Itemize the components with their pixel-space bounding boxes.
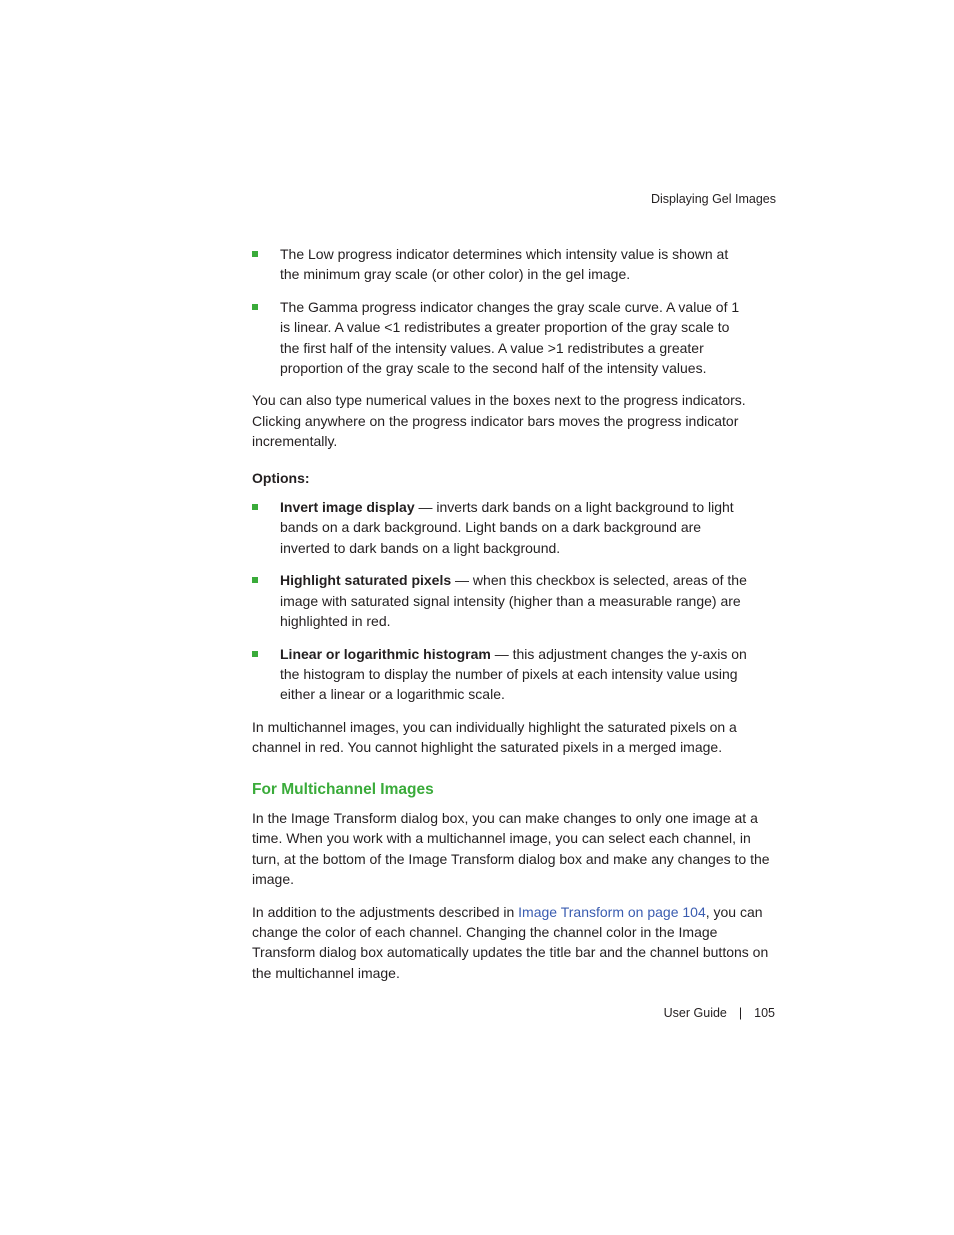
list-item-text	[280, 644, 750, 705]
list-item	[252, 244, 776, 285]
option-term: Linear or logarithmic histogram	[280, 645, 491, 662]
list-item	[252, 570, 776, 631]
bullet-list-top	[252, 244, 776, 378]
list-item	[252, 644, 776, 705]
option-description: — inverts dark bands on a light background to light bands on a dark background. Light bands on a dark background are inverted to dark bands on a light background.	[280, 499, 734, 556]
footer-label: User Guide	[663, 1006, 727, 1020]
list-item	[252, 497, 776, 558]
option-term: Highlight saturated pixels	[280, 572, 452, 589]
option-term: Invert image display	[280, 499, 415, 516]
text-run: In addition to the adjustments described in	[252, 903, 519, 920]
option-description: — when this checkbox is selected, areas of the image with saturated signal intensity (higher than a measurable range) are highlighted in red.	[280, 572, 747, 630]
paragraph-multichannel: In multichannel images, you can individually highlight the saturated pixels on a channel in red. You cannot highlight the saturated pixels in a merged image.	[252, 718, 737, 756]
footer-separator: |	[738, 1006, 743, 1020]
running-header: Displaying Gel Images	[650, 192, 776, 206]
list-item-text: The Low progress indicator determines which intensity value is shown at the minimum gray scale (or other color) in the gel image.	[280, 246, 729, 283]
list-item-text: The Gamma progress indicator changes the gray scale curve. A value of 1 is linear. A value <1 redistributes a greater proportion of the gray scale to the first half of the intensity values. A value >1 redistributes a greater proportion of the gray scale to the second half of the intensity values.	[280, 298, 740, 377]
page-footer	[664, 1006, 775, 1020]
section-heading: For Multichannel Images	[252, 780, 434, 798]
paragraph-section-1: In the Image Transform dialog box, you can make changes to only one image at a time. When you work with a multichannel image, you can select each channel, in turn, at the bottom of the Image Transform dialog box and make any changes to the image.	[252, 809, 770, 888]
paragraph-numeric-values: You can also type numerical values in the boxes next to the progress indicators. Clicking anywhere on the progress indicator bars moves the progress indicator incrementally.	[252, 392, 746, 450]
square-bullet-icon	[252, 577, 258, 583]
page-content	[252, 244, 776, 995]
square-bullet-icon	[252, 304, 258, 310]
square-bullet-icon	[252, 651, 258, 657]
list-item-text	[280, 497, 750, 558]
list-item-text	[280, 570, 750, 631]
list-item	[252, 297, 776, 379]
square-bullet-icon	[252, 251, 258, 257]
text-run: , you can change the color of each channel. Changing the channel color in the Image Transform dialog box automatically updates the title bar and the channel buttons on the multichannel image.	[252, 903, 769, 981]
square-bullet-icon	[252, 504, 258, 510]
option-description: — this adjustment changes the y-axis on the histogram to display the number of pixels at each intensity value using either a linear or a logarithmic scale.	[280, 645, 747, 703]
options-label: Options:	[252, 469, 310, 486]
page-number: 105	[754, 1006, 775, 1020]
options-list	[252, 497, 776, 705]
paragraph-section-2	[252, 902, 776, 984]
cross-reference-link[interactable]: Image Transform on page 104	[518, 903, 706, 920]
